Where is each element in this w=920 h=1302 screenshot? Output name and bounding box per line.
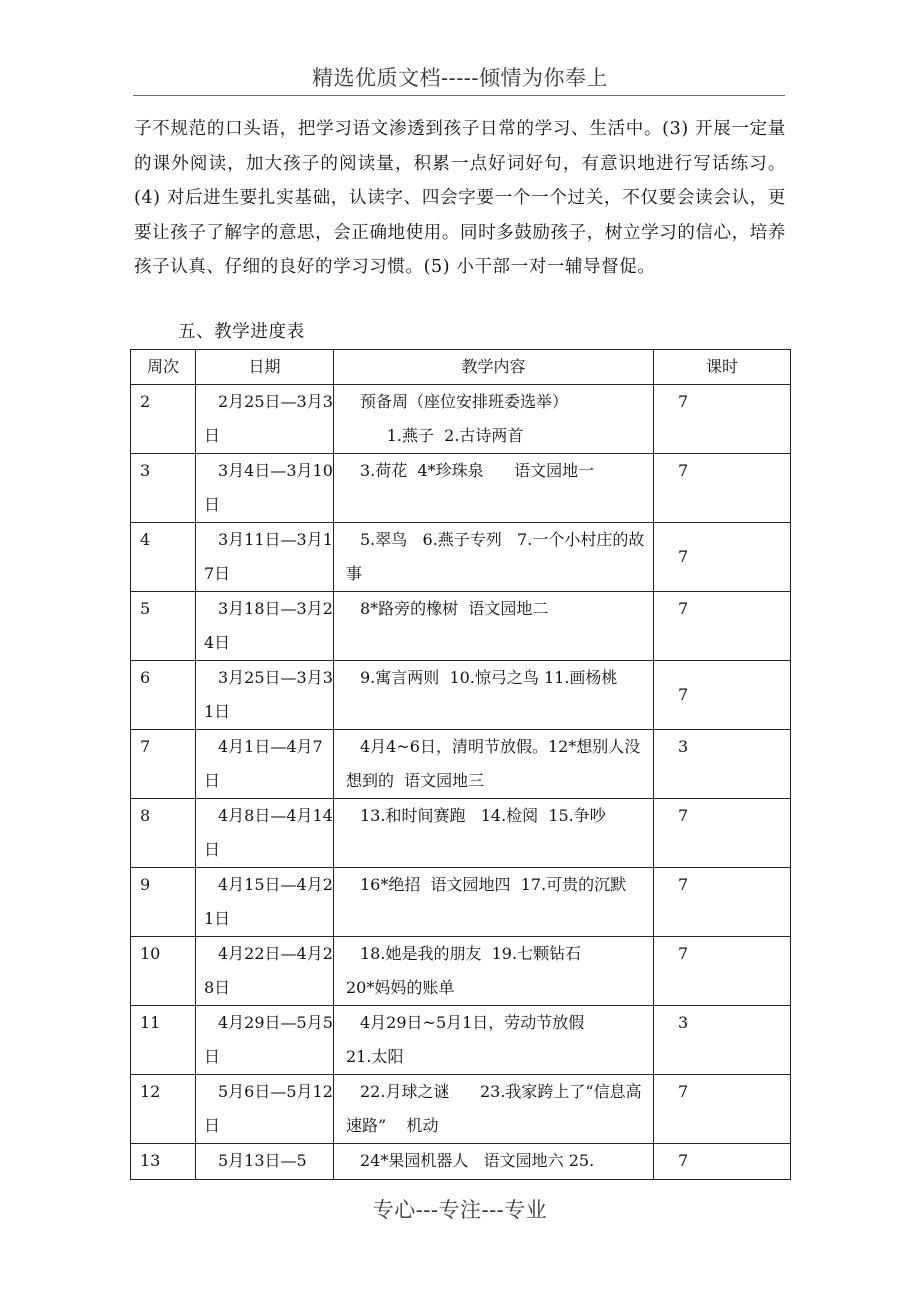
cell-content: 9.寓言两则 10.惊弓之鸟 11.画杨桃 bbox=[334, 661, 654, 730]
cell-week: 8 bbox=[131, 799, 196, 868]
table-row bbox=[131, 799, 791, 868]
cell-content: 4月29日~5月1日，劳动节放假 21.太阳 bbox=[334, 1006, 654, 1075]
cell-week: 7 bbox=[131, 730, 196, 799]
table-body bbox=[131, 385, 791, 1180]
header-hours: 课时 bbox=[654, 350, 791, 385]
table-row bbox=[131, 385, 791, 454]
cell-date: 3月11日—3月17日 bbox=[196, 523, 334, 592]
cell-date: 4月29日—5月5日 bbox=[196, 1006, 334, 1075]
cell-content: 18.她是我的朋友 19.七颗钻石 20*妈妈的账单 bbox=[334, 937, 654, 1006]
cell-content: 16*绝招 语文园地四 17.可贵的沉默 bbox=[334, 868, 654, 937]
cell-content: 24*果园机器人 语文园地六 25. bbox=[334, 1144, 654, 1180]
body-paragraph: 子不规范的口头语，把学习语文渗透到孩子日常的学习、生活中。(3) 开展一定量的课外阅读，加大孩子的阅读量，积累一点好词好句，有意识地进行写话练习。(4) 对后进生要扎实基础，认读字、四会字要一个一个过关，不仅要会读会认，更要让孩子了解字的意思，会正确地使用。同时多鼓励孩子，树立学习的信心，培养孩子认真、仔细的良好的学习习惯。(5) 小干部一对一辅导督促。 bbox=[134, 119, 786, 277]
cell-hours: 7 bbox=[654, 523, 791, 592]
cell-date: 3月18日—3月24日 bbox=[196, 592, 334, 661]
cell-hours: 7 bbox=[654, 592, 791, 661]
cell-date: 5月13日—5 bbox=[196, 1144, 334, 1180]
cell-content: 8*路旁的橡树 语文园地二 bbox=[334, 592, 654, 661]
table-header-row bbox=[131, 350, 791, 385]
cell-hours: 7 bbox=[654, 1075, 791, 1144]
cell-hours: 7 bbox=[654, 454, 791, 523]
header-divider bbox=[133, 95, 785, 96]
cell-content: 预备周（座位安排班委选举） 1.燕子 2.古诗两首 bbox=[334, 385, 654, 454]
table-row bbox=[131, 937, 791, 1006]
cell-hours: 7 bbox=[654, 799, 791, 868]
cell-hours: 7 bbox=[654, 661, 791, 730]
cell-hours: 7 bbox=[654, 385, 791, 454]
cell-content: 5.翠鸟 6.燕子专列 7.一个小村庄的故事 bbox=[334, 523, 654, 592]
cell-hours: 3 bbox=[654, 1006, 791, 1075]
cell-week: 6 bbox=[131, 661, 196, 730]
table-row bbox=[131, 1075, 791, 1144]
header-week: 周次 bbox=[131, 350, 196, 385]
header-date: 日期 bbox=[196, 350, 334, 385]
cell-week: 12 bbox=[131, 1075, 196, 1144]
table-row bbox=[131, 1144, 791, 1180]
table-row bbox=[131, 592, 791, 661]
table-row bbox=[131, 454, 791, 523]
table-row bbox=[131, 523, 791, 592]
cell-content: 13.和时间赛跑 14.检阅 15.争吵 bbox=[334, 799, 654, 868]
cell-date: 4月8日—4月14日 bbox=[196, 799, 334, 868]
cell-hours: 7 bbox=[654, 937, 791, 1006]
table-row bbox=[131, 661, 791, 730]
cell-week: 5 bbox=[131, 592, 196, 661]
cell-week: 3 bbox=[131, 454, 196, 523]
table-row bbox=[131, 1006, 791, 1075]
cell-week: 9 bbox=[131, 868, 196, 937]
cell-date: 4月15日—4月21日 bbox=[196, 868, 334, 937]
cell-date: 2月25日—3月3日 bbox=[196, 385, 334, 454]
table-row bbox=[131, 868, 791, 937]
cell-content: 3.荷花 4*珍珠泉 语文园地一 bbox=[334, 454, 654, 523]
page-header-title: 精选优质文档-----倾情为你奉上 bbox=[312, 66, 608, 90]
page-footer: 专心---专注---专业 bbox=[372, 1198, 548, 1222]
cell-content: 22.月球之谜 23.我家跨上了“信息高速路” 机动 bbox=[334, 1075, 654, 1144]
cell-hours: 3 bbox=[654, 730, 791, 799]
cell-week: 13 bbox=[131, 1144, 196, 1180]
cell-content: 4月4~6日，清明节放假。12*想别人没想到的 语文园地三 bbox=[334, 730, 654, 799]
section-title: 五、教学进度表 bbox=[178, 322, 305, 342]
schedule-table bbox=[130, 349, 791, 1180]
cell-week: 2 bbox=[131, 385, 196, 454]
cell-hours: 7 bbox=[654, 868, 791, 937]
cell-date: 5月6日—5月12日 bbox=[196, 1075, 334, 1144]
cell-week: 11 bbox=[131, 1006, 196, 1075]
cell-hours: 7 bbox=[654, 1144, 791, 1180]
header-content: 教学内容 bbox=[334, 350, 654, 385]
cell-date: 3月25日—3月31日 bbox=[196, 661, 334, 730]
cell-date: 3月4日—3月10日 bbox=[196, 454, 334, 523]
cell-week: 10 bbox=[131, 937, 196, 1006]
cell-week: 4 bbox=[131, 523, 196, 592]
cell-date: 4月22日—4月28日 bbox=[196, 937, 334, 1006]
table-row bbox=[131, 730, 791, 799]
cell-date: 4月1日—4月7日 bbox=[196, 730, 334, 799]
